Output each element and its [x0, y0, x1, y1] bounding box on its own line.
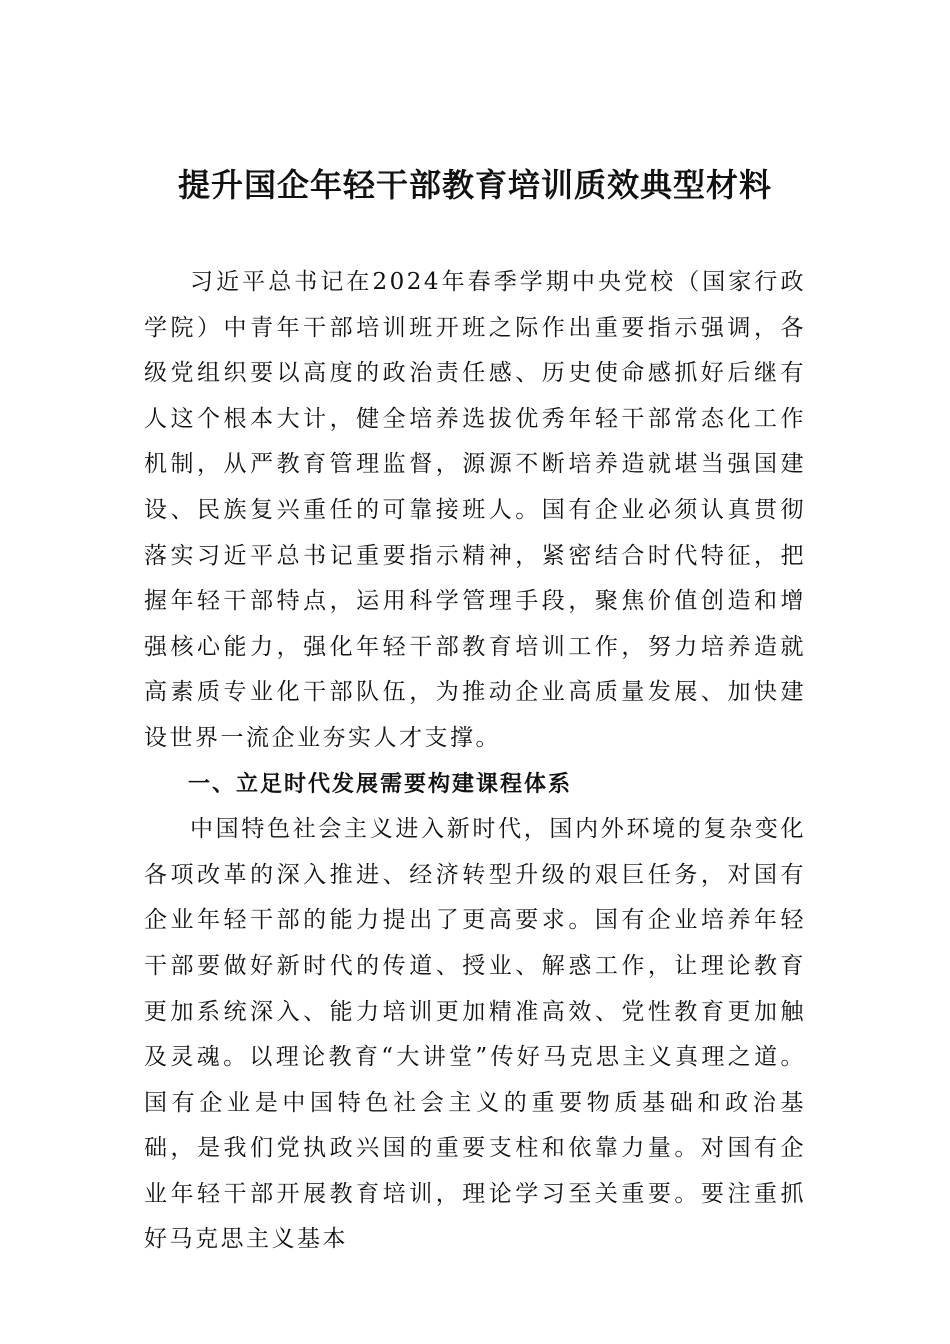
section-heading-1: 一、立足时代发展需要构建课程体系 — [188, 771, 573, 797]
paragraph-section-1: 中国特色社会主义进入新时代，国内外环境的复杂变化各项改革的深入推进、经济转型升级的艰巨任务，对国有企业年轻干部的能力提出了更高要求。国有企业培养年轻干部要做好新时代的传道、授业、解惑工作，让理论教育更加系统深入、能力培训更加精准高效、党性教育更加触及灵魂。以理论教育“大讲堂”传好马克思主义真理之道。国有企业是中国特色社会主义的重要物质基础和政治基础，是我们党执政兴国的重要支柱和依靠力量。对国有企业年轻干部开展教育培训，理论学习至关重要。要注重抓好马克思主义基本 — [144, 816, 806, 1253]
document-title: 提升国企年轻干部教育培训质效典型材料 — [177, 166, 772, 204]
document-body — [144, 260, 806, 1263]
paragraph-intro: 习近平总书记在2024年春季学期中央党校（国家行政学院）中青年干部培训班开班之际作出重要指示强调，各级党组织要以高度的政治责任感、历史使命感抓好后继有人这个根本大计，健全培养选拔优秀年轻干部常态化工作机制，从严教育管理监督，源源不断培养造就堪当强国建设、民族复兴重任的可靠接班人。国有企业必须认真贯彻落实习近平总书记重要指示精神，紧密结合时代特征，把握年轻干部特点，运用科学管理手段，聚焦价值创造和增强核心能力，强化年轻干部教育培训工作，努力培养造就高素质专业化干部队伍，为推动企业高质量发展、加快建设世界一流企业夯实人才支撑。 — [144, 269, 806, 751]
